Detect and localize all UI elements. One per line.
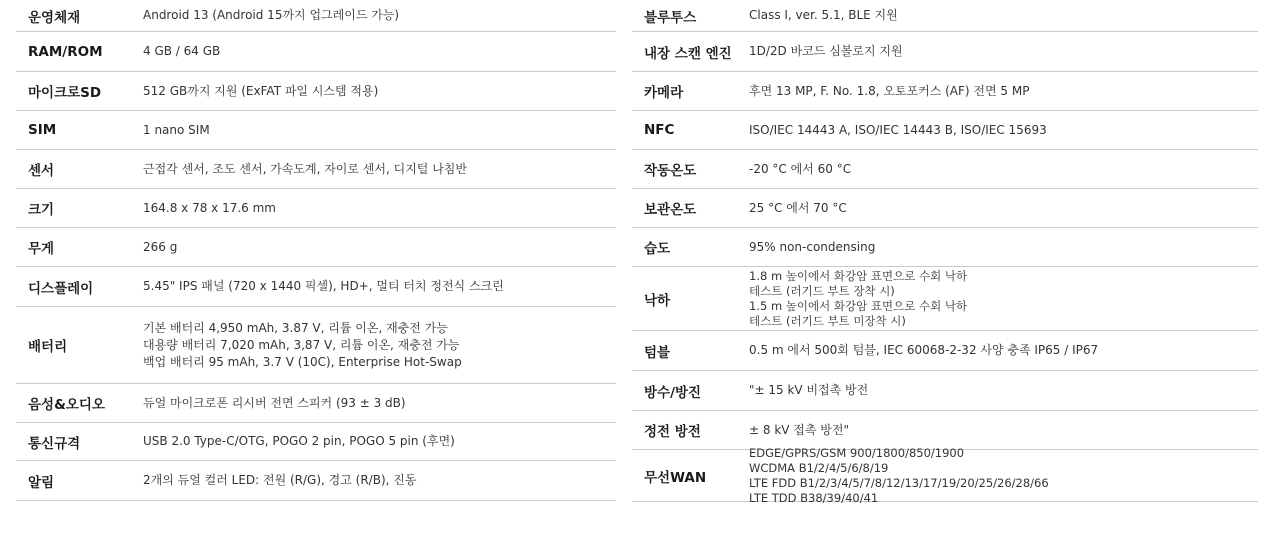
spec-row-배터리 <box>16 307 616 384</box>
spec-value-line: 대용량 배터리 7,020 mAh, 3,87 V, 리튬 이온, 재충전 가능 <box>143 337 460 352</box>
spec-value <box>749 122 1047 139</box>
spec-value <box>749 382 868 399</box>
spec-value-line: 2개의 듀얼 컬러 LED: 전원 (R/G), 경고 (R/B), 진동 <box>143 473 417 487</box>
spec-value-line: USB 2.0 Type-C/OTG, POGO 2 pin, POGO 5 pin (후면) <box>143 434 455 448</box>
spec-value <box>143 239 177 256</box>
spec-row-보관온도 <box>632 189 1258 228</box>
spec-value-line: 1 nano SIM <box>143 122 210 137</box>
spec-label: 알림 <box>28 474 55 491</box>
spec-value-line: 25 °C 에서 70 °C <box>749 200 847 215</box>
spec-label: RAM/ROM <box>28 43 103 60</box>
spec-value-line: 근접각 센서, 조도 센서, 가속도계, 자이로 센서, 디지털 나침반 <box>143 161 467 176</box>
spec-value-line: 5.45" IPS 패널 (720 x 1440 픽셀), HD+, 멀티 터치 정전식 스크린 <box>143 279 504 293</box>
spec-value <box>143 472 416 489</box>
spec-label: 크기 <box>28 202 55 218</box>
spec-label: 무선WAN <box>644 469 707 486</box>
spec-value-line: 1.5 m 높이에서 화강암 표면으로 수회 낙하 <box>749 298 968 313</box>
spec-value <box>749 446 1049 506</box>
spec-value <box>143 320 462 371</box>
spec-label: 내장 스캔 엔진 <box>644 45 732 62</box>
spec-row-습도 <box>632 228 1258 267</box>
spec-value <box>143 122 210 139</box>
right-spec-column <box>632 0 1258 505</box>
spec-label: NFC <box>644 122 675 138</box>
spec-label: 낙하 <box>644 292 671 309</box>
spec-label: SIM <box>28 122 57 138</box>
spec-value-line: 95% non-condensing <box>749 239 876 254</box>
spec-label: 무게 <box>28 241 55 257</box>
spec-label: 작동온도 <box>644 163 697 179</box>
spec-label: 디스플레이 <box>28 280 94 297</box>
spec-value-line: 테스트 (러기드 부트 미장착 시) <box>749 313 906 328</box>
spec-row-방수-방진 <box>632 371 1258 411</box>
spec-value-line: WCDMA B1/2/4/5/6/8/19 <box>749 460 889 475</box>
spec-row-알림 <box>16 461 616 501</box>
spec-label: 카메라 <box>644 85 684 101</box>
spec-row-음성-오디오 <box>16 384 616 423</box>
spec-value <box>749 161 851 178</box>
spec-value <box>749 200 847 217</box>
spec-value <box>749 269 967 329</box>
spec-value <box>749 239 875 256</box>
spec-value-line: EDGE/GPRS/GSM 900/1800/850/1900 <box>749 445 965 460</box>
spec-value-line: 164.8 x 78 x 17.6 mm <box>143 200 276 215</box>
spec-value <box>749 342 1098 359</box>
spec-row-운영체재 <box>16 0 616 32</box>
spec-row-내장-스캔-엔진 <box>632 32 1258 72</box>
spec-value-line: "± 15 kV 비접촉 방전 <box>749 383 869 397</box>
spec-value-line: LTE TDD B38/39/40/41 <box>749 490 879 505</box>
spec-label: 방수/방진 <box>644 384 702 401</box>
spec-row-ram-rom <box>16 32 616 72</box>
spec-label: 블루투스 <box>644 9 697 26</box>
spec-value <box>749 83 1029 100</box>
spec-label: 텀블 <box>644 344 671 361</box>
spec-value-line: Class I, ver. 5.1, BLE 지원 <box>749 8 898 22</box>
spec-row-크기 <box>16 189 616 228</box>
spec-row-낙하 <box>632 267 1258 331</box>
spec-value <box>143 200 276 217</box>
spec-label: 정전 방전 <box>644 424 701 440</box>
spec-value-line: 1.8 m 높이에서 화강암 표면으로 수회 낙하 <box>749 268 968 283</box>
spec-row-작동온도 <box>632 150 1258 189</box>
spec-value-line: 512 GB까지 지원 (ExFAT 파일 시스템 적용) <box>143 83 379 98</box>
spec-row-무게 <box>16 228 616 267</box>
spec-value-line: 듀얼 마이크로폰 리시버 전면 스피커 (93 ± 3 dB) <box>143 395 406 410</box>
spec-row-블루투스 <box>632 0 1258 32</box>
spec-value <box>749 422 849 439</box>
spec-value-line: 0.5 m 에서 500회 텀블, IEC 60068-2-32 사양 충족 IP65 / IP67 <box>749 343 1099 357</box>
left-spec-column <box>16 0 616 501</box>
spec-label: 습도 <box>644 241 671 257</box>
spec-value-line: ± 8 kV 접촉 방전" <box>749 422 849 437</box>
spec-value <box>143 43 220 60</box>
spec-value-line: 266 g <box>143 239 178 254</box>
spec-value-line: LTE FDD B1/2/3/4/5/7/8/12/13/17/19/20/25/26/28/66 <box>749 475 1049 490</box>
spec-row-sim <box>16 111 616 150</box>
spec-value-line: 1D/2D 바코드 심볼로지 지원 <box>749 44 903 58</box>
spec-row-nfc <box>632 111 1258 150</box>
spec-row-카메라 <box>632 72 1258 111</box>
spec-row-텀블 <box>632 331 1258 371</box>
spec-value-line: 후면 13 MP, F. No. 1.8, 오토포커스 (AF) 전면 5 MP <box>749 83 1030 98</box>
spec-row-정전-방전 <box>632 411 1258 450</box>
spec-value <box>143 433 455 450</box>
spec-value <box>143 161 467 178</box>
spec-row-센서 <box>16 150 616 189</box>
spec-row-디스플레이 <box>16 267 616 307</box>
spec-value-line: -20 °C 에서 60 °C <box>749 161 852 176</box>
spec-value <box>143 395 406 412</box>
spec-row-무선wan <box>632 445 1258 505</box>
spec-row-통신규격 <box>16 423 616 461</box>
spec-label: 마이크로SD <box>28 85 102 101</box>
spec-label: 음성&오디오 <box>28 397 105 413</box>
spec-label: 통신규격 <box>28 435 81 452</box>
spec-value-line: 기본 배터리 4,950 mAh, 3.87 V, 리튬 이온, 재충전 가능 <box>143 320 448 335</box>
spec-value <box>749 43 903 60</box>
spec-value <box>143 7 399 24</box>
spec-label: 운영체재 <box>28 9 81 26</box>
spec-label: 센서 <box>28 163 55 179</box>
spec-value <box>143 278 504 295</box>
spec-label: 보관온도 <box>644 202 697 218</box>
spec-value-line: Android 13 (Android 15까지 업그레이드 가능) <box>143 8 400 22</box>
spec-value-line: ISO/IEC 14443 A, ISO/IEC 14443 B, ISO/IEC 15693 <box>749 122 1047 137</box>
spec-row-마이크로sd <box>16 72 616 111</box>
spec-value <box>143 83 378 100</box>
spec-value-line: 4 GB / 64 GB <box>143 44 221 58</box>
spec-value-line: 테스트 (러기드 부트 장착 시) <box>749 283 895 298</box>
spec-label: 배터리 <box>28 339 68 355</box>
spec-value <box>749 7 898 24</box>
spec-value-line: 백업 배터리 95 mAh, 3.7 V (10C), Enterprise Hot-Swap <box>143 354 462 369</box>
